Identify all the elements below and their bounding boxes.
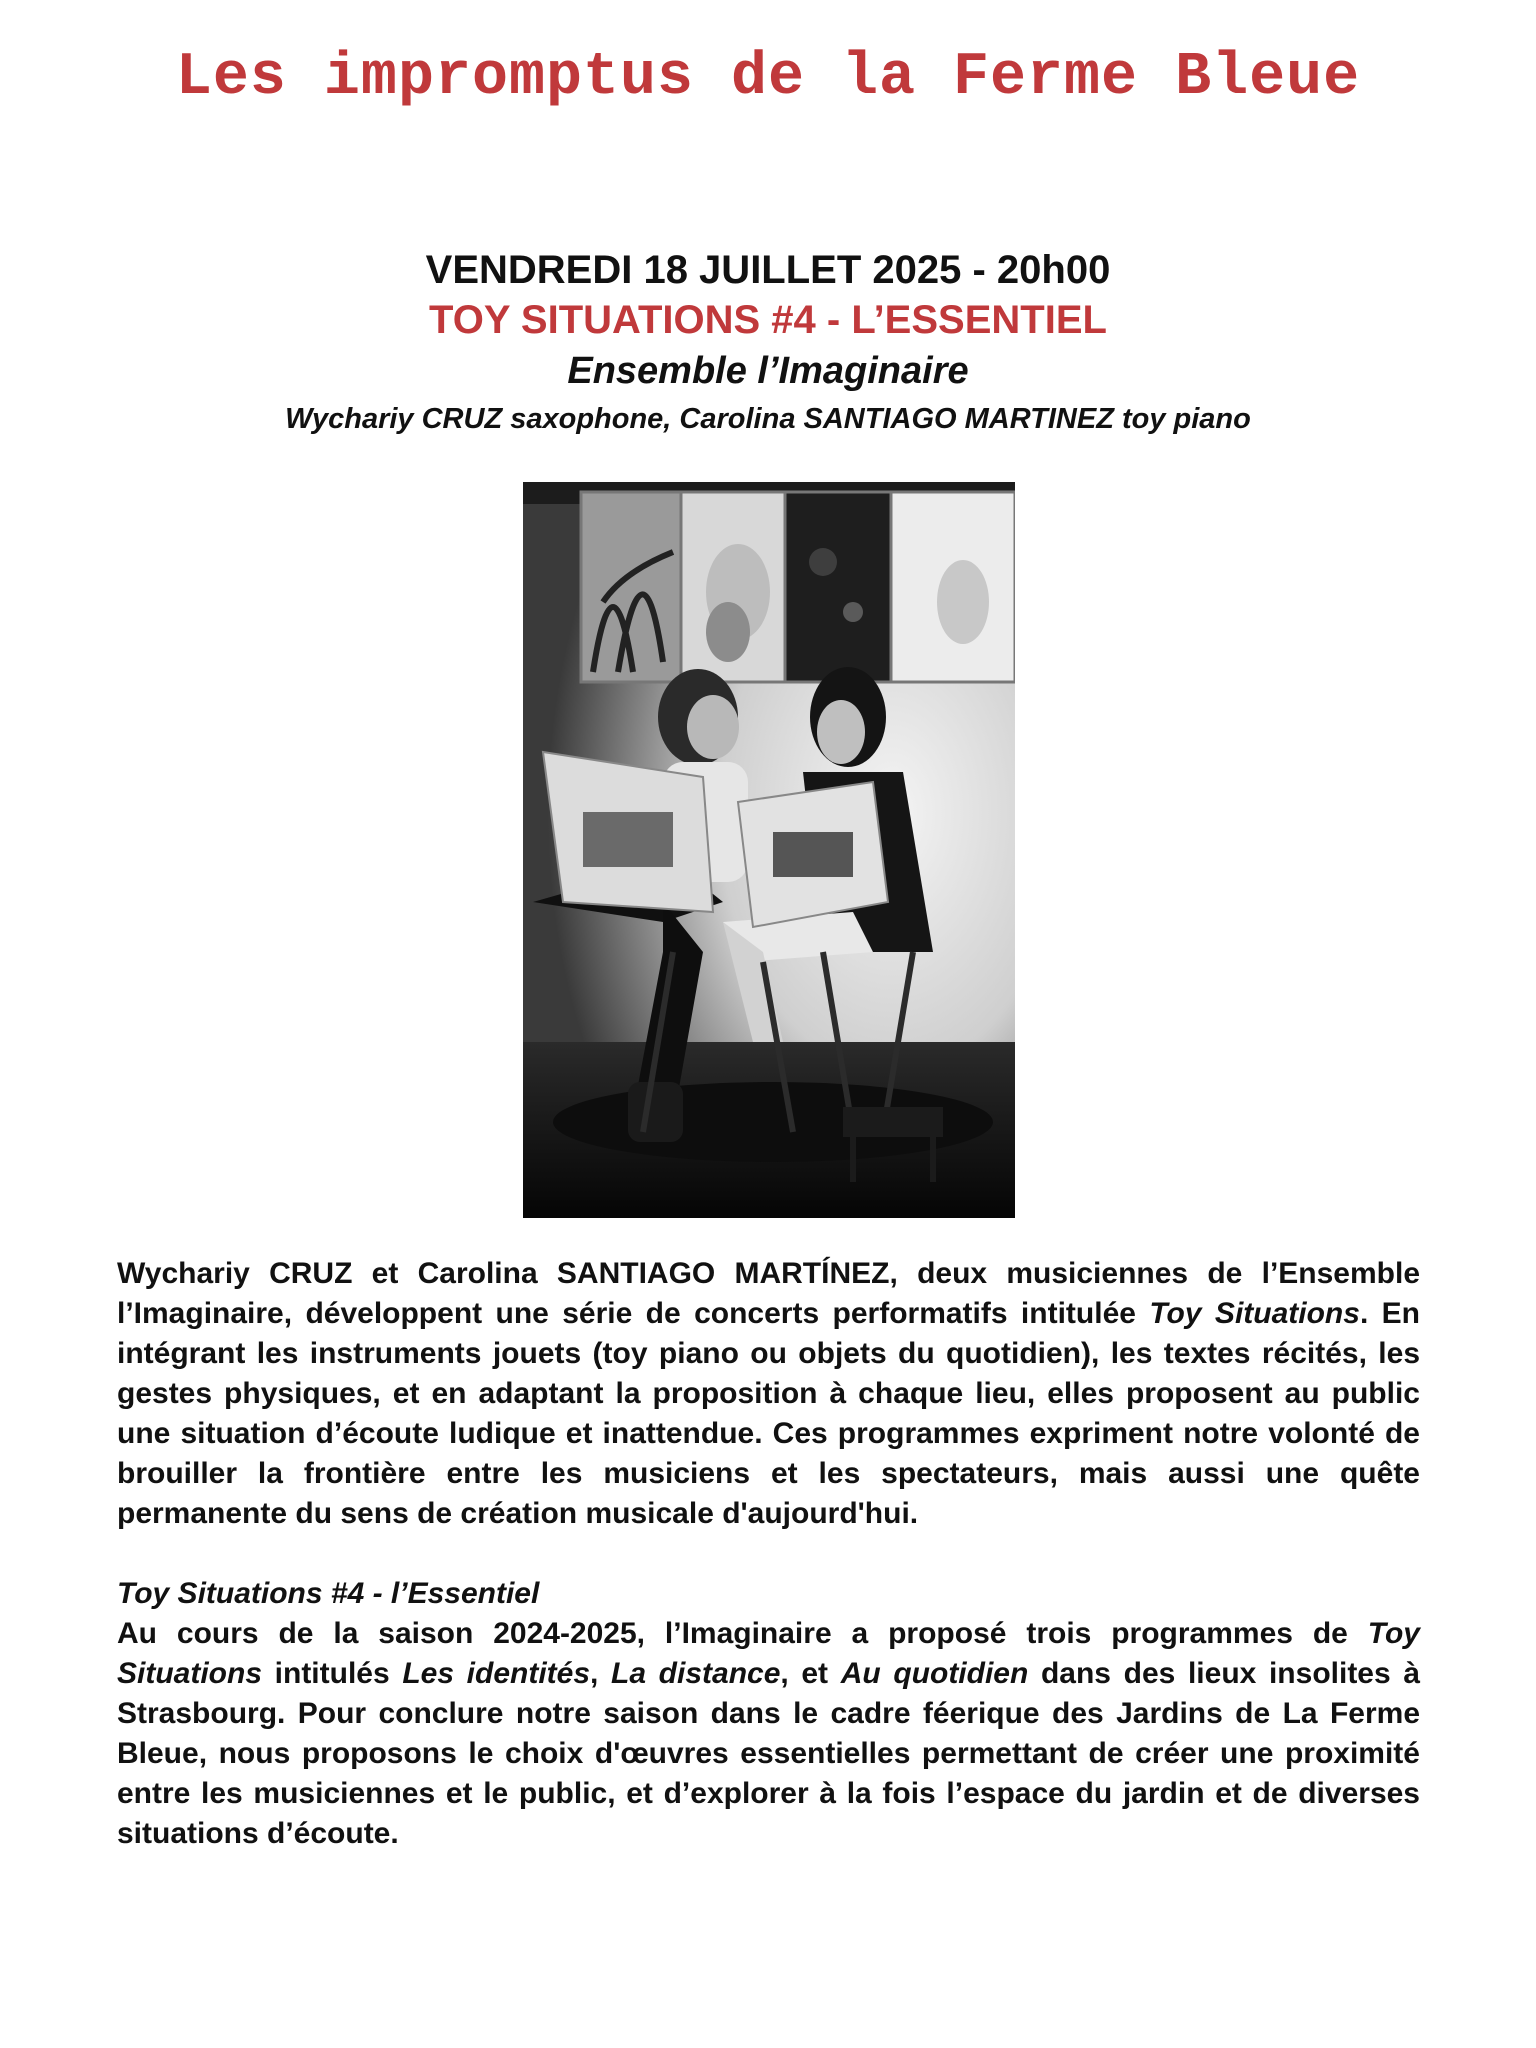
- page-title: Les impromptus de la Ferme Bleue: [175, 44, 1361, 112]
- event-performers: Wychariy CRUZ saxophone, Carolina SANTIAGO MARTINEZ toy piano: [285, 403, 1251, 435]
- event-show-title: TOY SITUATIONS #4 - L’ESSENTIEL: [429, 298, 1107, 342]
- event-ensemble: Ensemble l’Imaginaire: [567, 350, 969, 392]
- section-heading: Toy Situations #4 - l’Essentiel: [117, 1577, 540, 1610]
- performers-photo: [523, 482, 1015, 1218]
- wall-frames: [581, 492, 1015, 682]
- event-header: [0, 245, 1536, 441]
- section-paragraph: Au cours de la saison 2024-2025, l’Imaginaire a proposé trois programmes de Toy Situations intitulés Les identités, La distance, et Au quotidien dans des lieux insolites à Strasbourg. Pour conclure notre saison dans le cadre féerique des Jardins de La Ferme Bleue, nous proposons le choix d'œuvres essentielles permettant de créer une proximité entre les musiciennes et le public, et d’explorer à la fois l’espace du jardin et de diverses situations d’écoute.: [117, 1617, 1421, 1850]
- event-description: [117, 1254, 1420, 1854]
- intro-paragraph: Wychariy CRUZ et Carolina SANTIAGO MARTÍNEZ, deux musiciennes de l’Ensemble l’Imaginaire, développent une série de concerts performatifs intitulée Toy Situations. En intégrant les instruments jouets (toy piano ou objets du quotidien), les textes récités, les gestes physiques, et en adaptant la proposition à chaque lieu, elles proposent au public une situation d’écoute ludique et inattendue. Ces programmes expriment notre volonté de brouiller la frontière entre les musiciens et les spectateurs, mais aussi une quête permanente du sens de création musicale d'aujourd'hui.: [117, 1257, 1421, 1530]
- event-date-time: VENDREDI 18 JUILLET 2025 - 20h00: [425, 248, 1111, 292]
